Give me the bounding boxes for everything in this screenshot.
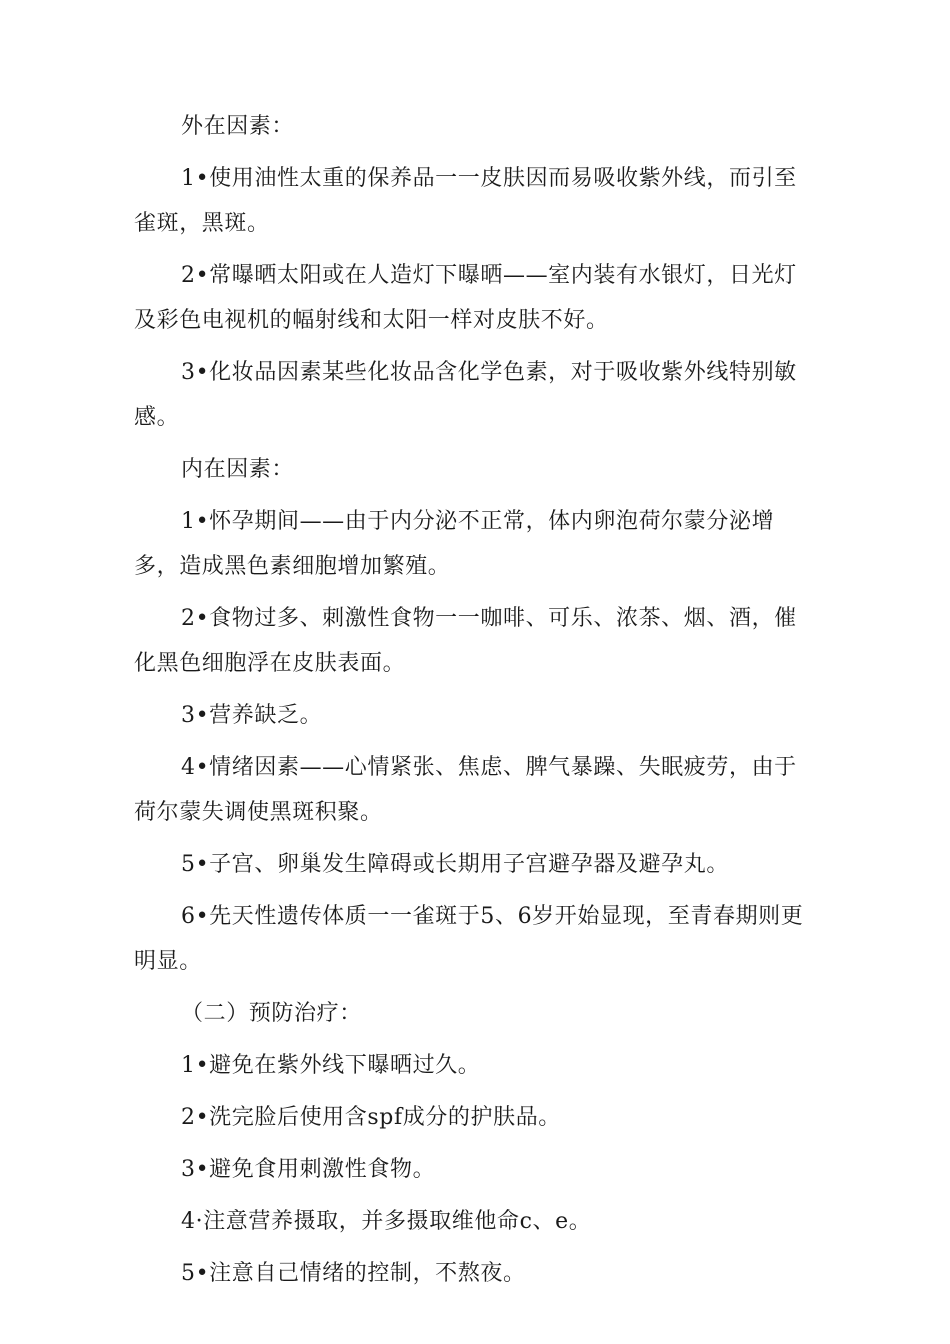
heading-prevention-treatment: （二）预防治疗： bbox=[181, 1001, 362, 1026]
internal-factor-5: 5•子宫、卵巢发生障碍或长期用子宫避孕器及避孕丸。 bbox=[181, 852, 729, 877]
external-factor-3: 3•化妆品因素某些化妆品含化学色素，对于吸收紫外线特别敏感。 bbox=[134, 360, 797, 430]
internal-factor-1: 1•怀孕期间——由于内分泌不正常，体内卵泡荷尔蒙分泌增多，造成黑色素细胞增加繁殖。 bbox=[134, 509, 775, 579]
prevention-item-5: 5•注意自己情绪的控制，不熬夜。 bbox=[181, 1261, 526, 1286]
external-factor-2: 2•常曝晒太阳或在人造灯下曝晒——室内装有水银灯，日光灯及彩色电视机的幅射线和太阳一样对皮肤不好。 bbox=[134, 263, 797, 333]
prevention-item-4: 4·注意营养摄取，并多摄取维他命c、e。 bbox=[181, 1209, 592, 1234]
heading-external-factors: 外在因素： bbox=[181, 114, 295, 139]
prevention-item-3: 3•避免食用刺激性食物。 bbox=[181, 1157, 436, 1182]
document-body bbox=[134, 104, 814, 1303]
internal-factor-3: 3•营养缺乏。 bbox=[181, 703, 323, 728]
external-factor-1: 1•使用油性太重的保养品一一皮肤因而易吸收紫外线，而引至雀斑，黑斑。 bbox=[134, 166, 797, 236]
heading-internal-factors: 内在因素： bbox=[181, 457, 295, 482]
prevention-item-1: 1•避免在紫外线下曝晒过久。 bbox=[181, 1053, 481, 1078]
internal-factor-4: 4•情绪因素——心情紧张、焦虑、脾气暴躁、失眠疲劳，由于荷尔蒙失调使黑斑积聚。 bbox=[134, 755, 797, 825]
internal-factor-6: 6•先天性遗传体质一一雀斑于5、6岁开始显现，至青春期则更明显。 bbox=[134, 904, 804, 974]
prevention-item-2: 2•洗完脸后使用含spf成分的护肤品。 bbox=[181, 1105, 561, 1130]
internal-factor-2: 2•食物过多、刺激性食物一一咖啡、可乐、浓茶、烟、酒，催化黑色细胞浮在皮肤表面。 bbox=[134, 606, 797, 676]
